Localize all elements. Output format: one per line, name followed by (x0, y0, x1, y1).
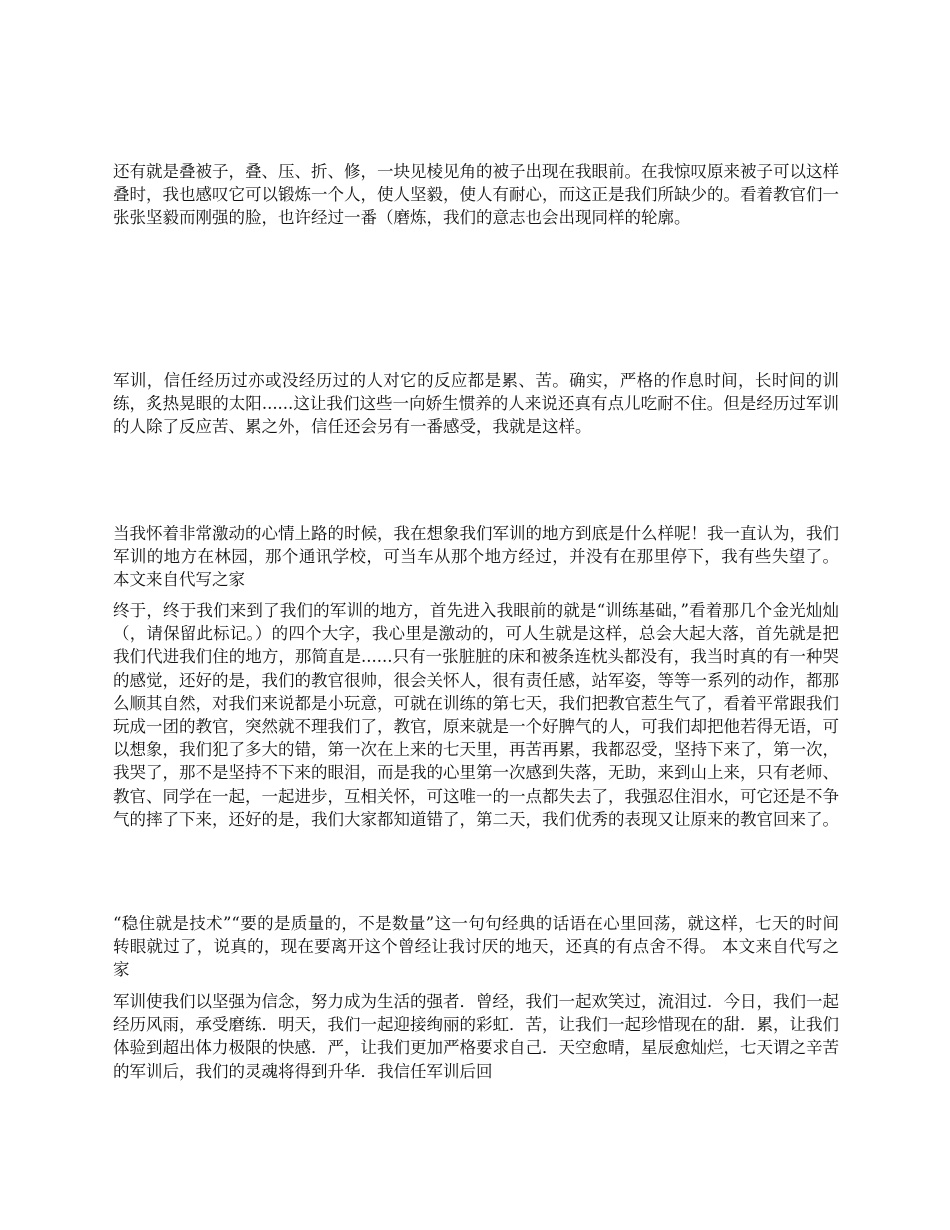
paragraph-folding-quilt: 还有就是叠被子，叠、压、折、修，一块见棱见角的被子出现在我眼前。在我惊叹原来被子可以这样叠时，我也感叹它可以锻炼一个人，使人坚毅，使人有耐心，而这正是我们所缺少的。看着教官们一张张坚毅而刚强的脸，也许经过一番（磨炼，我们的意志也会出现同样的轮廓。 (113, 162, 839, 228)
paragraph-military-training-hardship: 军训，信任经历过亦或没经历过的人对它的反应都是累、苦。确实，严格的作息时间，长时间的训练，炙热晃眼的太阳......这让我们这些一向娇生惯养的人来说还真有点儿吃耐不住。但是经历过军训的人除了反应苦、累之外，信任还会另有一番感受，我就是这样。 (113, 371, 839, 437)
paragraph-on-the-road: 当我怀着非常激动的心情上路的时候，我在想象我们军训的地方到底是什么样呢！我一直认为，我们军训的地方在林园，那个通讯学校，可当车从那个地方经过，并没有在那里停下，我有些失望了。 本文来自代写之家 (113, 524, 839, 590)
paragraph-seven-days-passed: “稳住就是技术”“要的是质量的，不是数量”这一句句经典的话语在心里回荡，就这样，七天的时间转眼就过了，说真的，现在要离开这个曾经让我讨厌的地天，还真的有点舍不得。 本文来自代写之家 (113, 914, 839, 980)
paragraph-arrival-at-base: 终于，终于我们来到了我们的军训的地方，首先进入我眼前的就是“训练基础，”看着那几个金光灿灿（，请保留此标记。）的四个大字，我心里是激动的，可人生就是这样，总会大起大落，首先就是把我们代进我们住的地方，那简直是......只有一张脏脏的床和被条连枕头都没有，我当时真的有一种哭的感觉，还好的是，我们的教官很帅，很会关怀人，很有责任感，站军姿，等等一系列的动作，都那么顺其自然，对我们来说都是小玩意，可就在训练的第七天，我们把教官惹生气了，看着平常跟我们玩成一团的教官，突然就不理我们了，教官，原来就是一个好脾气的人，可我们却把他若得无语，可以想象，我们犯了多大的错，第一次在上来的七天里，再苦再累，我都忍受，坚持下来了，第一次，我哭了，那不是坚持不下来的眼泪，而是我的心里第一次感到失落，无助，来到山上来，只有老师、教官、同学在一起，一起进步，互相关怀，可这唯一的一点都失去了，我强忍住泪水，可它还是不争气的摔了下来，还好的是，我们大家都知道错了，第二天，我们优秀的表现又让原来的教官回来了。 (113, 601, 839, 829)
paragraph-training-conclusion: 军训使我们以坚强为信念，努力成为生活的强者．曾经，我们一起欢笑过，流泪过．今日，我们一起经历风雨，承受磨练．明天，我们一起迎接绚丽的彩虹．苦，让我们一起珍惜现在的甜．累，让我们体验到超出体力极限的快感．严，让我们更加严格要求自己．天空愈晴，星辰愈灿烂，七天谓之辛苦的军训后，我们的灵魂将得到升华．我信任军训后回 (113, 992, 839, 1081)
